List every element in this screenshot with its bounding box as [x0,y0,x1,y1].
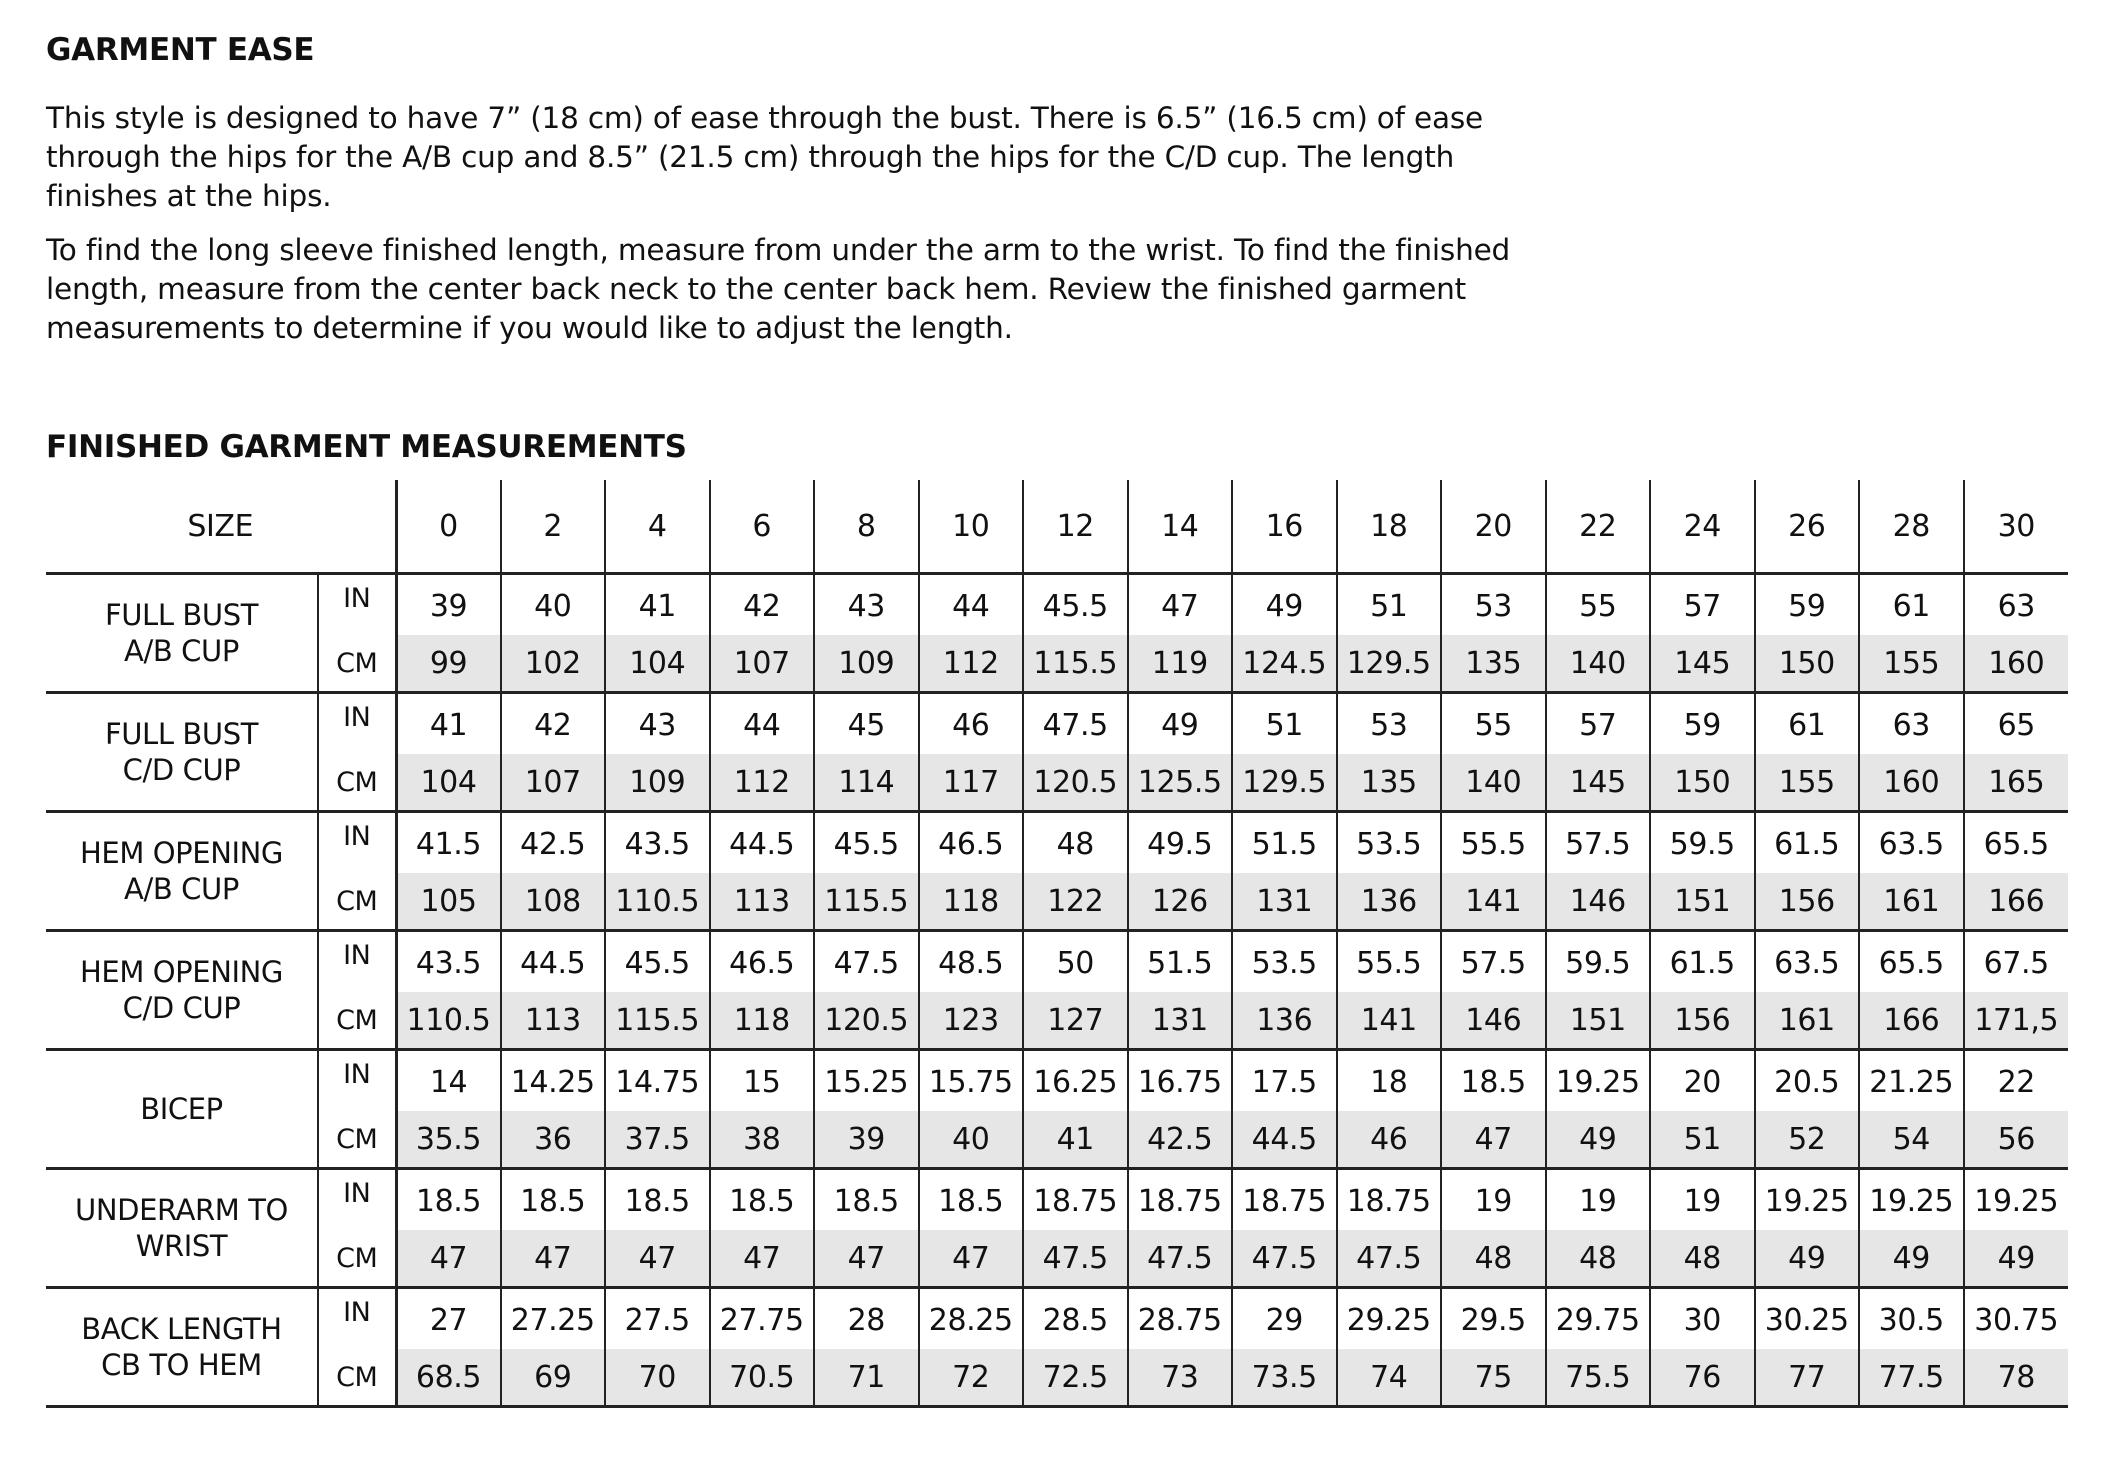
value-cell-in: 27.75 [710,1288,815,1350]
value-cell-cm: 77 [1755,1349,1860,1407]
value-cell-in: 19.25 [1964,1169,2069,1231]
value-cell-in: 19.25 [1755,1169,1860,1231]
value-cell-cm: 125.5 [1128,754,1233,812]
value-cell-in: 18.5 [814,1169,919,1231]
value-cell-in: 61 [1755,693,1860,755]
value-cell-in: 65.5 [1859,931,1964,993]
value-cell-cm: 156 [1755,873,1860,931]
value-cell-cm: 151 [1650,873,1755,931]
value-cell-in: 49 [1128,693,1233,755]
value-cell-cm: 41 [1023,1111,1128,1169]
value-cell-in: 27.25 [501,1288,606,1350]
value-cell-cm: 165 [1964,754,2069,812]
value-cell-in: 53.5 [1232,931,1337,993]
value-cell-in: 18.5 [605,1169,710,1231]
size-column-header: 22 [1546,480,1651,574]
value-cell-cm: 35.5 [396,1111,501,1169]
row-label-line-1: FULL BUST [104,598,259,632]
value-cell-cm: 54 [1859,1111,1964,1169]
value-cell-in: 30.75 [1964,1288,2069,1350]
value-cell-in: 18.75 [1337,1169,1442,1231]
value-cell-in: 45.5 [1023,574,1128,636]
value-cell-in: 42 [710,574,815,636]
measurement-row-cm [46,1230,2068,1288]
unit-label-cm: CM [318,754,396,812]
value-cell-in: 51 [1337,574,1442,636]
value-cell-cm: 47 [605,1230,710,1288]
value-cell-in: 18.5 [396,1169,501,1231]
row-label-line-2: CB TO HEM [101,1348,262,1382]
value-cell-cm: 127 [1023,992,1128,1050]
garment-ease-heading: GARMENT EASE [46,32,315,68]
value-cell-in: 46.5 [710,931,815,993]
value-cell-in: 30.5 [1859,1288,1964,1350]
measurement-row-in [46,1050,2068,1112]
value-cell-in: 53.5 [1337,812,1442,874]
measurements-table [46,480,2068,1408]
value-cell-cm: 155 [1859,635,1964,693]
value-cell-cm: 104 [396,754,501,812]
value-cell-cm: 131 [1128,992,1233,1050]
measurement-row-in [46,1288,2068,1350]
unit-label-cm: CM [318,992,396,1050]
value-cell-in: 18.75 [1232,1169,1337,1231]
value-cell-in: 55 [1441,693,1546,755]
value-cell-cm: 47 [1441,1111,1546,1169]
value-cell-cm: 146 [1546,873,1651,931]
value-cell-in: 46.5 [919,812,1024,874]
value-cell-in: 65.5 [1964,812,2069,874]
value-cell-cm: 68.5 [396,1349,501,1407]
value-cell-cm: 145 [1650,635,1755,693]
value-cell-in: 30 [1650,1288,1755,1350]
value-cell-in: 45.5 [814,812,919,874]
value-cell-cm: 49 [1964,1230,2069,1288]
unit-label-in: IN [318,1050,396,1112]
size-column-header: 18 [1337,480,1442,574]
value-cell-in: 44.5 [501,931,606,993]
measurement-row-cm [46,1349,2068,1407]
value-cell-cm: 131 [1232,873,1337,931]
row-label-line-1: HEM OPENING [79,955,284,989]
value-cell-in: 51.5 [1232,812,1337,874]
unit-label-cm: CM [318,1230,396,1288]
value-cell-cm: 48 [1546,1230,1651,1288]
value-cell-in: 18.5 [919,1169,1024,1231]
value-cell-cm: 71 [814,1349,919,1407]
row-label-line-1: UNDERARM TO [75,1193,288,1227]
value-cell-in: 61 [1859,574,1964,636]
value-cell-in: 14.75 [605,1050,710,1112]
value-cell-in: 53 [1441,574,1546,636]
unit-label-cm: CM [318,635,396,693]
measurement-row-in [46,931,2068,993]
value-cell-in: 28.5 [1023,1288,1128,1350]
value-cell-cm: 47.5 [1128,1230,1233,1288]
size-column-header: 12 [1023,480,1128,574]
value-cell-cm: 74 [1337,1349,1442,1407]
value-cell-in: 15 [710,1050,815,1112]
value-cell-cm: 112 [710,754,815,812]
value-cell-in: 17.5 [1232,1050,1337,1112]
row-label-line-2: A/B CUP [124,634,239,668]
value-cell-in: 51 [1232,693,1337,755]
value-cell-in: 39 [396,574,501,636]
unit-label-in: IN [318,574,396,636]
value-cell-cm: 47.5 [1232,1230,1337,1288]
value-cell-cm: 108 [501,873,606,931]
value-cell-cm: 115.5 [814,873,919,931]
value-cell-in: 16.25 [1023,1050,1128,1112]
row-label-line-1: FULL BUST [104,717,259,751]
value-cell-cm: 104 [605,635,710,693]
unit-label-in: IN [318,1288,396,1350]
size-column-header: 10 [919,480,1024,574]
value-cell-cm: 51 [1650,1111,1755,1169]
value-cell-in: 49 [1232,574,1337,636]
value-cell-cm: 47 [501,1230,606,1288]
row-label-line-1: BICEP [140,1092,223,1126]
value-cell-in: 18.5 [501,1169,606,1231]
value-cell-in: 19 [1441,1169,1546,1231]
measurement-row-in [46,693,2068,755]
value-cell-in: 21.25 [1859,1050,1964,1112]
row-label [46,574,318,693]
unit-label-cm: CM [318,1349,396,1407]
row-label [46,1288,318,1407]
row-label-line-2: WRIST [135,1229,228,1263]
value-cell-in: 59.5 [1546,931,1651,993]
value-cell-in: 63.5 [1755,931,1860,993]
value-cell-in: 43.5 [396,931,501,993]
value-cell-in: 59 [1755,574,1860,636]
value-cell-cm: 118 [710,992,815,1050]
value-cell-cm: 160 [1859,754,1964,812]
value-cell-in: 42 [501,693,606,755]
value-cell-cm: 160 [1964,635,2069,693]
value-cell-cm: 120.5 [814,992,919,1050]
value-cell-in: 14 [396,1050,501,1112]
value-cell-in: 67.5 [1964,931,2069,993]
value-cell-cm: 49 [1546,1111,1651,1169]
value-cell-in: 18 [1337,1050,1442,1112]
value-cell-cm: 150 [1650,754,1755,812]
value-cell-in: 42.5 [501,812,606,874]
value-cell-cm: 73.5 [1232,1349,1337,1407]
value-cell-cm: 124.5 [1232,635,1337,693]
value-cell-cm: 56 [1964,1111,2069,1169]
value-cell-cm: 140 [1441,754,1546,812]
value-cell-in: 45.5 [605,931,710,993]
value-cell-cm: 120.5 [1023,754,1128,812]
value-cell-in: 61.5 [1650,931,1755,993]
value-cell-cm: 129.5 [1337,635,1442,693]
value-cell-in: 48 [1023,812,1128,874]
value-cell-in: 29.5 [1441,1288,1546,1350]
value-cell-in: 43 [814,574,919,636]
value-cell-cm: 107 [501,754,606,812]
measurement-row-cm [46,635,2068,693]
value-cell-cm: 76 [1650,1349,1755,1407]
value-cell-cm: 110.5 [396,992,501,1050]
value-cell-cm: 48 [1441,1230,1546,1288]
value-cell-cm: 113 [501,992,606,1050]
value-cell-in: 47 [1128,574,1233,636]
value-cell-cm: 126 [1128,873,1233,931]
value-cell-cm: 69 [501,1349,606,1407]
measurement-row-in [46,574,2068,636]
value-cell-in: 44 [710,693,815,755]
size-column-header: 0 [396,480,501,574]
value-cell-cm: 105 [396,873,501,931]
value-cell-cm: 36 [501,1111,606,1169]
size-column-header: 14 [1128,480,1233,574]
value-cell-in: 63 [1964,574,2069,636]
value-cell-cm: 112 [919,635,1024,693]
value-cell-cm: 77.5 [1859,1349,1964,1407]
value-cell-cm: 40 [919,1111,1024,1169]
measurement-row-in [46,1169,2068,1231]
value-cell-in: 57 [1650,574,1755,636]
row-label [46,931,318,1050]
value-cell-in: 20.5 [1755,1050,1860,1112]
value-cell-cm: 161 [1755,992,1860,1050]
size-column-header: 30 [1964,480,2069,574]
unit-label-in: IN [318,1169,396,1231]
value-cell-in: 29.75 [1546,1288,1651,1350]
value-cell-cm: 48 [1650,1230,1755,1288]
value-cell-cm: 109 [814,635,919,693]
size-column-header: 2 [501,480,606,574]
row-label-line-1: HEM OPENING [79,836,284,870]
value-cell-cm: 141 [1441,873,1546,931]
value-cell-in: 41.5 [396,812,501,874]
value-cell-in: 20 [1650,1050,1755,1112]
value-cell-in: 27.5 [605,1288,710,1350]
value-cell-in: 30.25 [1755,1288,1860,1350]
value-cell-cm: 123 [919,992,1024,1050]
value-cell-in: 48.5 [919,931,1024,993]
value-cell-in: 41 [605,574,710,636]
measurement-row-cm [46,873,2068,931]
value-cell-in: 47.5 [1023,693,1128,755]
value-cell-cm: 155 [1755,754,1860,812]
value-cell-in: 51.5 [1128,931,1233,993]
ease-paragraph-1: This style is designed to have 7” (18 cm) of ease through the bust. There is 6.5” (16.5 cm) of ease through the hips for the A/B cup and 8.5” (21.5 cm) through the hips for the C/D cup. The length finishes at the hips. [46,101,1483,213]
measurement-row-cm [46,1111,2068,1169]
value-cell-cm: 72 [919,1349,1024,1407]
value-cell-cm: 73 [1128,1349,1233,1407]
value-cell-cm: 119 [1128,635,1233,693]
value-cell-in: 57.5 [1441,931,1546,993]
value-cell-in: 28 [814,1288,919,1350]
value-cell-cm: 118 [919,873,1024,931]
value-cell-cm: 117 [919,754,1024,812]
value-cell-cm: 38 [710,1111,815,1169]
value-cell-in: 55 [1546,574,1651,636]
value-cell-cm: 44.5 [1232,1111,1337,1169]
size-column-header: 20 [1441,480,1546,574]
value-cell-in: 19 [1546,1169,1651,1231]
value-cell-in: 55.5 [1441,812,1546,874]
value-cell-in: 29.25 [1337,1288,1442,1350]
ease-paragraph-2: To find the long sleeve finished length, measure from under the arm to the wrist. To find the finished length, measure from the center back neck to the center back hem. Review the finished garment measurements to determine if you would like to adjust the length. [46,233,1511,345]
value-cell-in: 28.75 [1128,1288,1233,1350]
value-cell-cm: 110.5 [605,873,710,931]
value-cell-in: 27 [396,1288,501,1350]
row-label-line-2: C/D CUP [122,991,241,1025]
value-cell-in: 15.25 [814,1050,919,1112]
value-cell-cm: 136 [1337,873,1442,931]
value-cell-cm: 49 [1859,1230,1964,1288]
row-label [46,1050,318,1169]
value-cell-cm: 47 [396,1230,501,1288]
size-column-header: 24 [1650,480,1755,574]
value-cell-in: 45 [814,693,919,755]
row-label [46,693,318,812]
row-label-line-1: BACK LENGTH [81,1312,282,1346]
finished-measurements-heading: FINISHED GARMENT MEASUREMENTS [46,429,687,465]
value-cell-cm: 115.5 [1023,635,1128,693]
value-cell-cm: 171,5 [1964,992,2069,1050]
value-cell-in: 59.5 [1650,812,1755,874]
value-cell-in: 43.5 [605,812,710,874]
value-cell-cm: 99 [396,635,501,693]
value-cell-in: 55.5 [1337,931,1442,993]
value-cell-in: 59 [1650,693,1755,755]
measurement-row-cm [46,992,2068,1050]
value-cell-in: 41 [396,693,501,755]
value-cell-in: 44.5 [710,812,815,874]
value-cell-cm: 122 [1023,873,1128,931]
size-column-header: 16 [1232,480,1337,574]
row-label [46,812,318,931]
value-cell-in: 19 [1650,1169,1755,1231]
value-cell-cm: 150 [1755,635,1860,693]
size-column-header: 4 [605,480,710,574]
value-cell-cm: 75 [1441,1349,1546,1407]
size-column-header: 26 [1755,480,1860,574]
value-cell-in: 65 [1964,693,2069,755]
measurement-row-in [46,812,2068,874]
value-cell-cm: 47.5 [1337,1230,1442,1288]
value-cell-cm: 156 [1650,992,1755,1050]
value-cell-cm: 135 [1441,635,1546,693]
value-cell-in: 18.5 [710,1169,815,1231]
value-cell-cm: 129.5 [1232,754,1337,812]
value-cell-cm: 135 [1337,754,1442,812]
value-cell-in: 18.5 [1441,1050,1546,1112]
value-cell-in: 44 [919,574,1024,636]
value-cell-in: 43 [605,693,710,755]
unit-label-in: IN [318,812,396,874]
value-cell-in: 49.5 [1128,812,1233,874]
value-cell-in: 18.75 [1023,1169,1128,1231]
value-cell-in: 29 [1232,1288,1337,1350]
value-cell-cm: 136 [1232,992,1337,1050]
value-cell-in: 57 [1546,693,1651,755]
value-cell-cm: 39 [814,1111,919,1169]
value-cell-cm: 75.5 [1546,1349,1651,1407]
value-cell-in: 63.5 [1859,812,1964,874]
value-cell-cm: 46 [1337,1111,1442,1169]
measurement-row-cm [46,754,2068,812]
row-label [46,1169,318,1288]
size-label: SIZE [46,480,396,574]
unit-label-cm: CM [318,873,396,931]
value-cell-cm: 52 [1755,1111,1860,1169]
size-column-header: 6 [710,480,815,574]
value-cell-cm: 151 [1546,992,1651,1050]
value-cell-cm: 114 [814,754,919,812]
value-cell-cm: 70.5 [710,1349,815,1407]
value-cell-in: 18.75 [1128,1169,1233,1231]
row-label-line-2: C/D CUP [122,753,241,787]
size-header-row [46,480,2068,574]
value-cell-in: 22 [1964,1050,2069,1112]
value-cell-cm: 47.5 [1023,1230,1128,1288]
row-label-line-2: A/B CUP [124,872,239,906]
value-cell-cm: 42.5 [1128,1111,1233,1169]
value-cell-cm: 107 [710,635,815,693]
unit-label-in: IN [318,693,396,755]
value-cell-cm: 49 [1755,1230,1860,1288]
size-column-header: 28 [1859,480,1964,574]
value-cell-in: 46 [919,693,1024,755]
value-cell-cm: 141 [1337,992,1442,1050]
unit-label-cm: CM [318,1111,396,1169]
value-cell-cm: 70 [605,1349,710,1407]
value-cell-cm: 145 [1546,754,1651,812]
value-cell-in: 28.25 [919,1288,1024,1350]
value-cell-in: 14.25 [501,1050,606,1112]
value-cell-cm: 115.5 [605,992,710,1050]
value-cell-in: 50 [1023,931,1128,993]
value-cell-in: 15.75 [919,1050,1024,1112]
value-cell-in: 53 [1337,693,1442,755]
value-cell-in: 47.5 [814,931,919,993]
value-cell-cm: 72.5 [1023,1349,1128,1407]
value-cell-in: 19.25 [1546,1050,1651,1112]
value-cell-cm: 47 [919,1230,1024,1288]
value-cell-cm: 146 [1441,992,1546,1050]
value-cell-cm: 37.5 [605,1111,710,1169]
value-cell-in: 16.75 [1128,1050,1233,1112]
value-cell-in: 40 [501,574,606,636]
value-cell-cm: 140 [1546,635,1651,693]
value-cell-cm: 113 [710,873,815,931]
size-column-header: 8 [814,480,919,574]
value-cell-cm: 47 [710,1230,815,1288]
value-cell-cm: 102 [501,635,606,693]
value-cell-cm: 161 [1859,873,1964,931]
unit-label-in: IN [318,931,396,993]
value-cell-in: 19.25 [1859,1169,1964,1231]
value-cell-cm: 166 [1964,873,2069,931]
value-cell-cm: 109 [605,754,710,812]
value-cell-cm: 78 [1964,1349,2069,1407]
value-cell-cm: 47 [814,1230,919,1288]
value-cell-cm: 166 [1859,992,1964,1050]
value-cell-in: 57.5 [1546,812,1651,874]
value-cell-in: 63 [1859,693,1964,755]
value-cell-in: 61.5 [1755,812,1860,874]
